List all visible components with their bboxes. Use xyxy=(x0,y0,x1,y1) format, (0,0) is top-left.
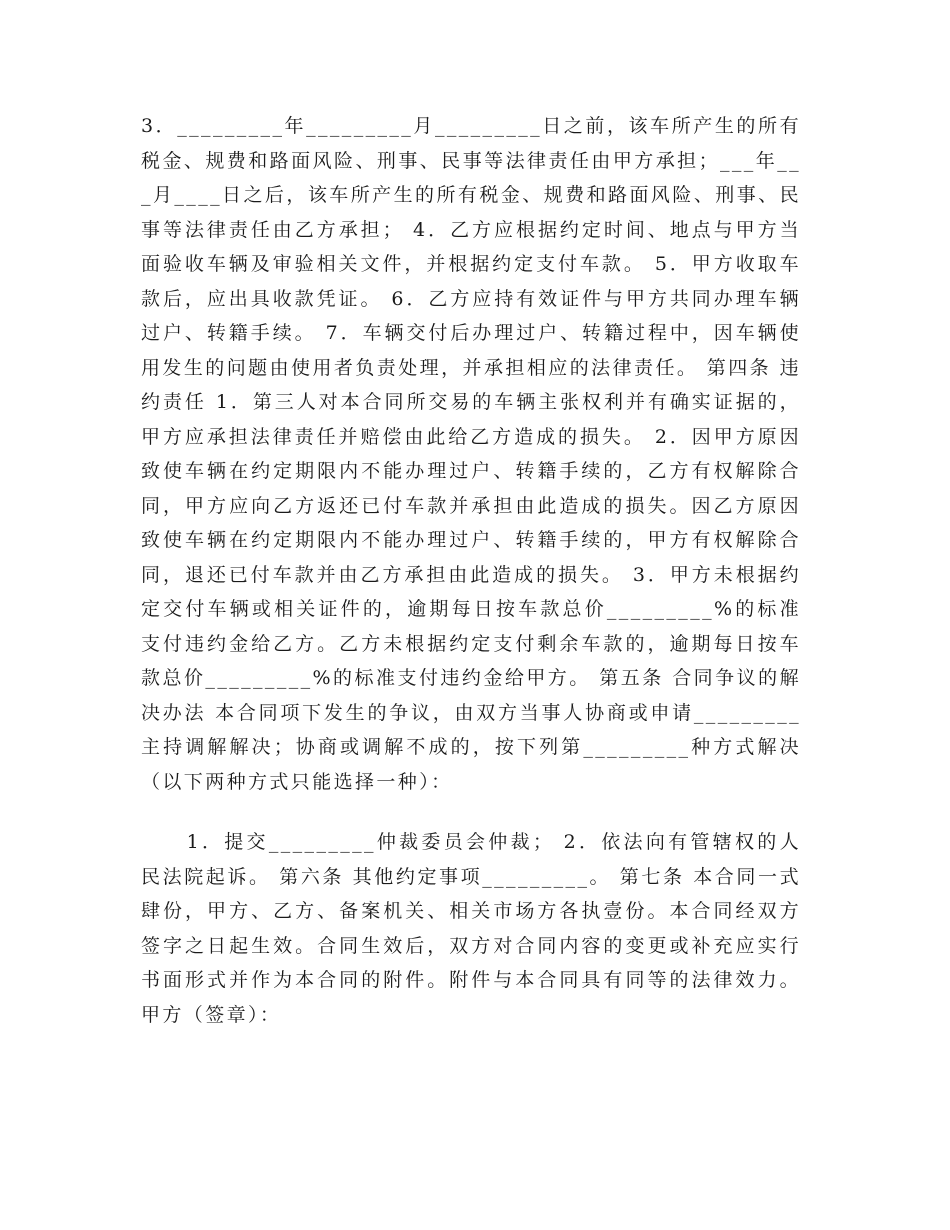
contract-paragraph-dispute-resolution: 1．提交_________仲裁委员会仲裁； 2．依法向有管辖权的人民法院起诉。 第六条 其他约定事项_________。 第七条 本合同一式肆份，甲方、乙方、备案机关、相关市场方各执壹份。本合同经双方签字之日起生效。合同生效后，双方对合同内容的变更或补充应实行书面形式并作为本合同的附件。附件与本合同具有同等的法律效力。甲方（签章）： xyxy=(141,831,801,1026)
contract-paragraph-terms: 3．_________年_________月_________日之前，该车所产生的所有税金、规费和路面风险、刑事、民事等法律责任由甲方承担；___年___月____日之后，该车所产生的所有税金、规费和路面风险、刑事、民事等法律责任由乙方承担； 4．乙方应根据约定时间、地点与甲方当面验收车辆及审验相关文件，并根据约定支付车款。 5．甲方收取车款后，应出具收款凭证。 6．乙方应持有效证件与甲方共同办理车辆过户、转籍手续。 7．车辆交付后办理过户、转籍过程中，因车辆使用发生的问题由使用者负责处理，并承担相应的法律责任。 第四条 违约责任 1．第三人对本合同所交易的车辆主张权利并有确实证据的，甲方应承担法律责任并赔偿由此给乙方造成的损失。 2．因甲方原因致使车辆在约定期限内不能办理过户、转籍手续的，乙方有权解除合同，甲方应向乙方返还已付车款并承担由此造成的损失。因乙方原因致使车辆在约定期限内不能办理过户、转籍手续的，甲方有权解除合同，退还已付车款并由乙方承担由此造成的损失。 3．甲方未根据约定交付车辆或相关证件的，逾期每日按车款总价_________%的标准支付违约金给乙方。乙方未根据约定支付剩余车款的，逾期每日按车款总价_________%的标准支付违约金给甲方。 第五条 合同争议的解决办法 本合同项下发生的争议，由双方当事人协商或申请_________主持调解解决；协商或调解不成的，按下列第_________种方式解决（以下两种方式只能选择一种）： xyxy=(141,115,801,793)
